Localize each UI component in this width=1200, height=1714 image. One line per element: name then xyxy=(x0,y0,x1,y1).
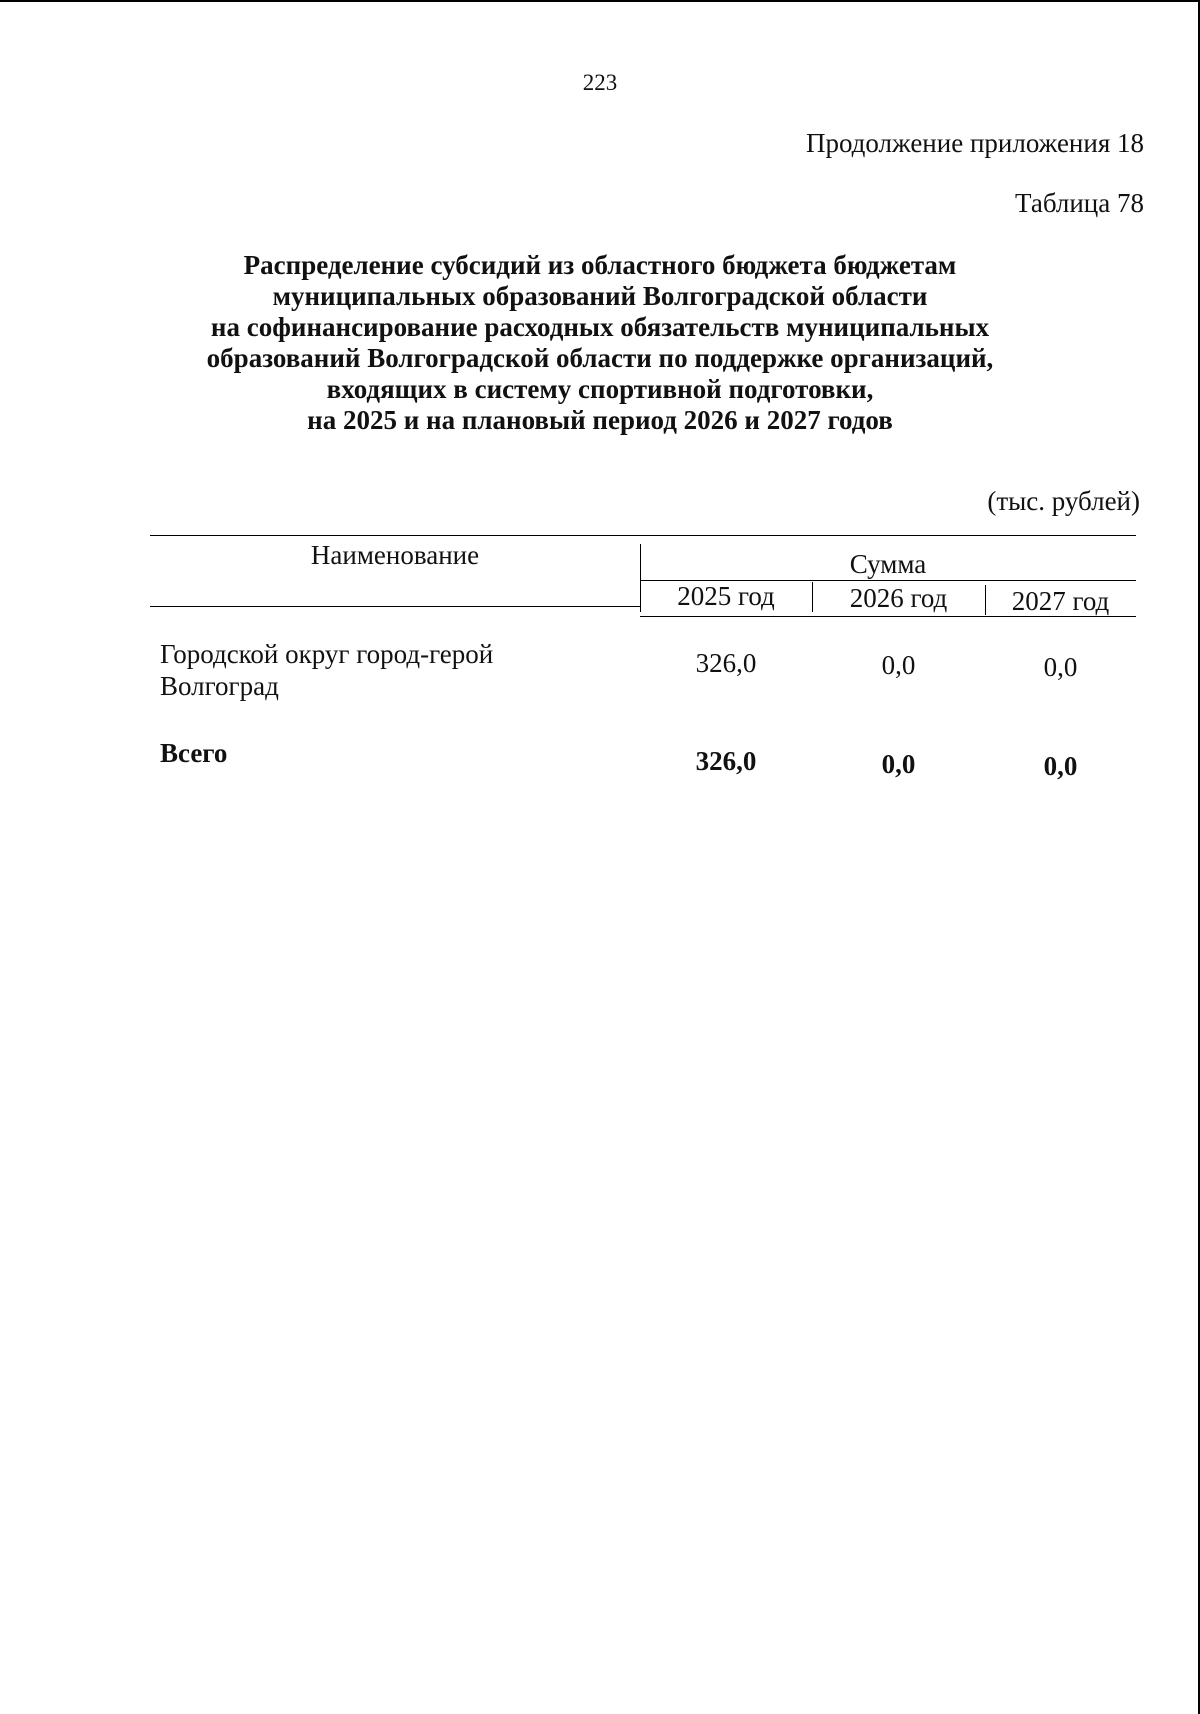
document-title xyxy=(150,250,1050,436)
title-line: муниципальных образований Волгоградской области xyxy=(272,281,928,311)
table-row xyxy=(160,638,580,702)
row-value-2025: 326,0 xyxy=(695,648,757,678)
row-name-line: Городской округ город-герой xyxy=(160,639,494,669)
table-label: Таблица 78 xyxy=(1015,188,1144,218)
title-line: Распределение субсидий из областного бюджета бюджетам xyxy=(243,250,957,280)
table-top-rule xyxy=(150,535,1136,536)
row-value-2026: 0,0 xyxy=(881,650,916,680)
appendix-label: Продолжение приложения 18 xyxy=(805,128,1144,158)
row-value-2027: 0,0 xyxy=(1043,652,1078,682)
title-line: на софинансирование расходных обязательств муниципальных xyxy=(210,312,990,342)
total-label: Всего xyxy=(160,738,228,768)
title-line: на 2025 и на плановый период 2026 и 2027 годов xyxy=(307,405,893,435)
title-line: образований Волгоградской области по поддержке организаций, xyxy=(206,343,994,373)
total-value-2026: 0,0 xyxy=(881,749,916,779)
total-value-2025: 326,0 xyxy=(695,746,757,776)
column-header-sum: Сумма xyxy=(849,549,927,579)
column-header-2025: 2025 год xyxy=(677,581,775,611)
units-label: (тыс. рублей) xyxy=(987,486,1140,516)
column-header-name: Наименование xyxy=(310,540,480,570)
title-line: входящих в систему спортивной подготовки, xyxy=(326,374,874,404)
column-header-2027: 2027 год xyxy=(1011,586,1110,616)
name-bottom-rule xyxy=(150,606,640,607)
column-header-2026: 2026 год xyxy=(849,583,948,613)
row-name-line: Волгоград xyxy=(160,671,279,701)
page-number: 223 xyxy=(582,70,618,95)
total-value-2027: 0,0 xyxy=(1043,751,1078,781)
